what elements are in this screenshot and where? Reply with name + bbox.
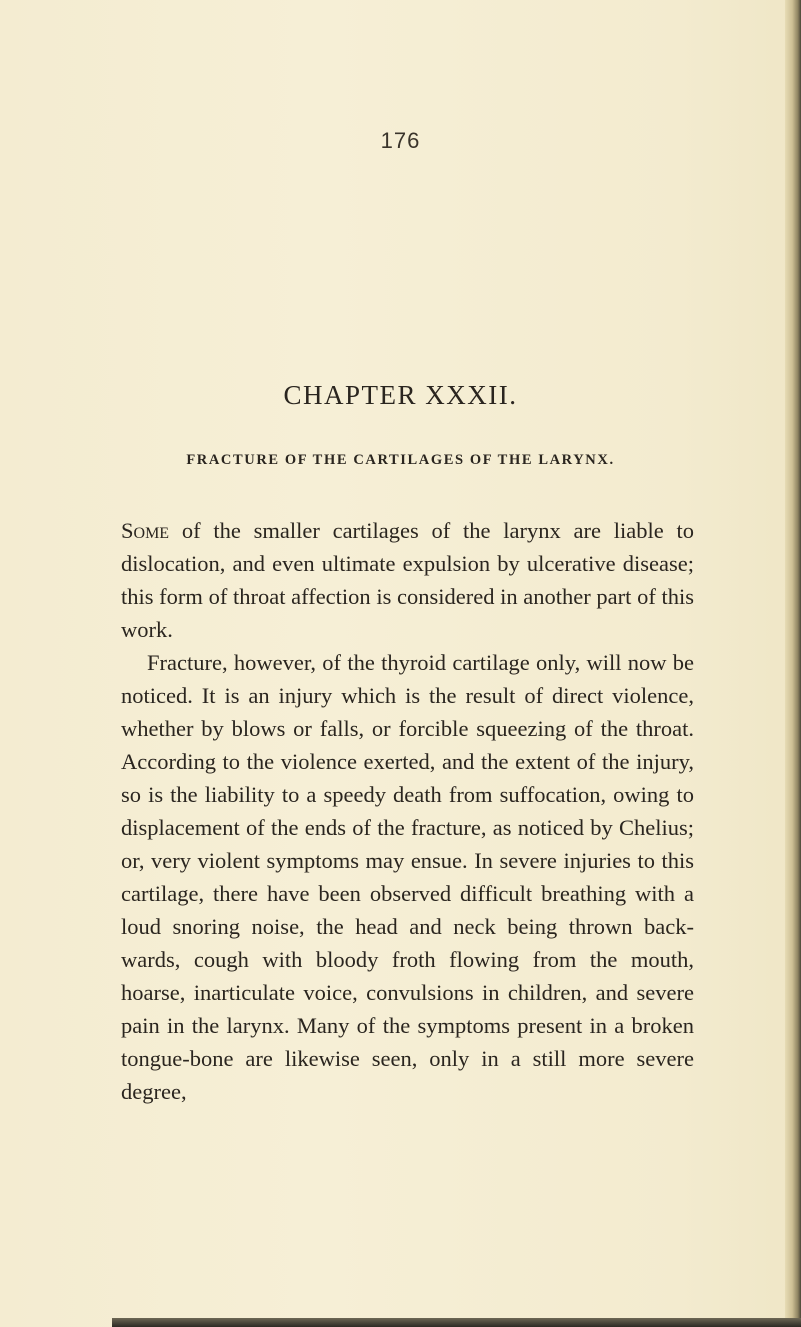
page-number: 176 [380, 128, 421, 153]
paragraph-1-text: of the smaller cartilages of the larynx are liable to dislocation, and even ultimate expulsion by ulcerative disease; this form of throat affection is considered in another part of this work. [121, 518, 694, 642]
page-bottom-shadow [112, 1318, 801, 1327]
section-title: FRACTURE OF THE CARTILAGES OF THE LARYNX. [186, 452, 615, 468]
page-edge-shadow [785, 0, 801, 1327]
chapter-title: CHAPTER XXXII. [283, 380, 518, 410]
paragraph-lead-word: Some [121, 518, 170, 543]
paragraph-2: Fracture, however, of the thyroid cartilage only, will now be noticed. It is an injury which is the result of direct violence, whether by blows or falls, or forcible squeezing of the throat. According to the violence exerted, and the extent of the injury, so is the liability to a speedy death from suffocation, owing to displacement of the ends of the fracture, as noticed by Chelius; or, very violent symptoms may ensue. In severe injuries to this cartilage, there have been observed difficult breathing with a loud snoring noise, the head and neck being thrown back-wards, cough with bloody froth flowing from the mouth, hoarse, inarticulate voice, convulsions in children, and severe pain in the larynx. Many of the symptoms present in a broken tongue-bone are likewise seen, only in a still more severe degree, [121, 650, 694, 1104]
paragraph-1 [121, 514, 694, 646]
body-text [121, 514, 694, 1108]
